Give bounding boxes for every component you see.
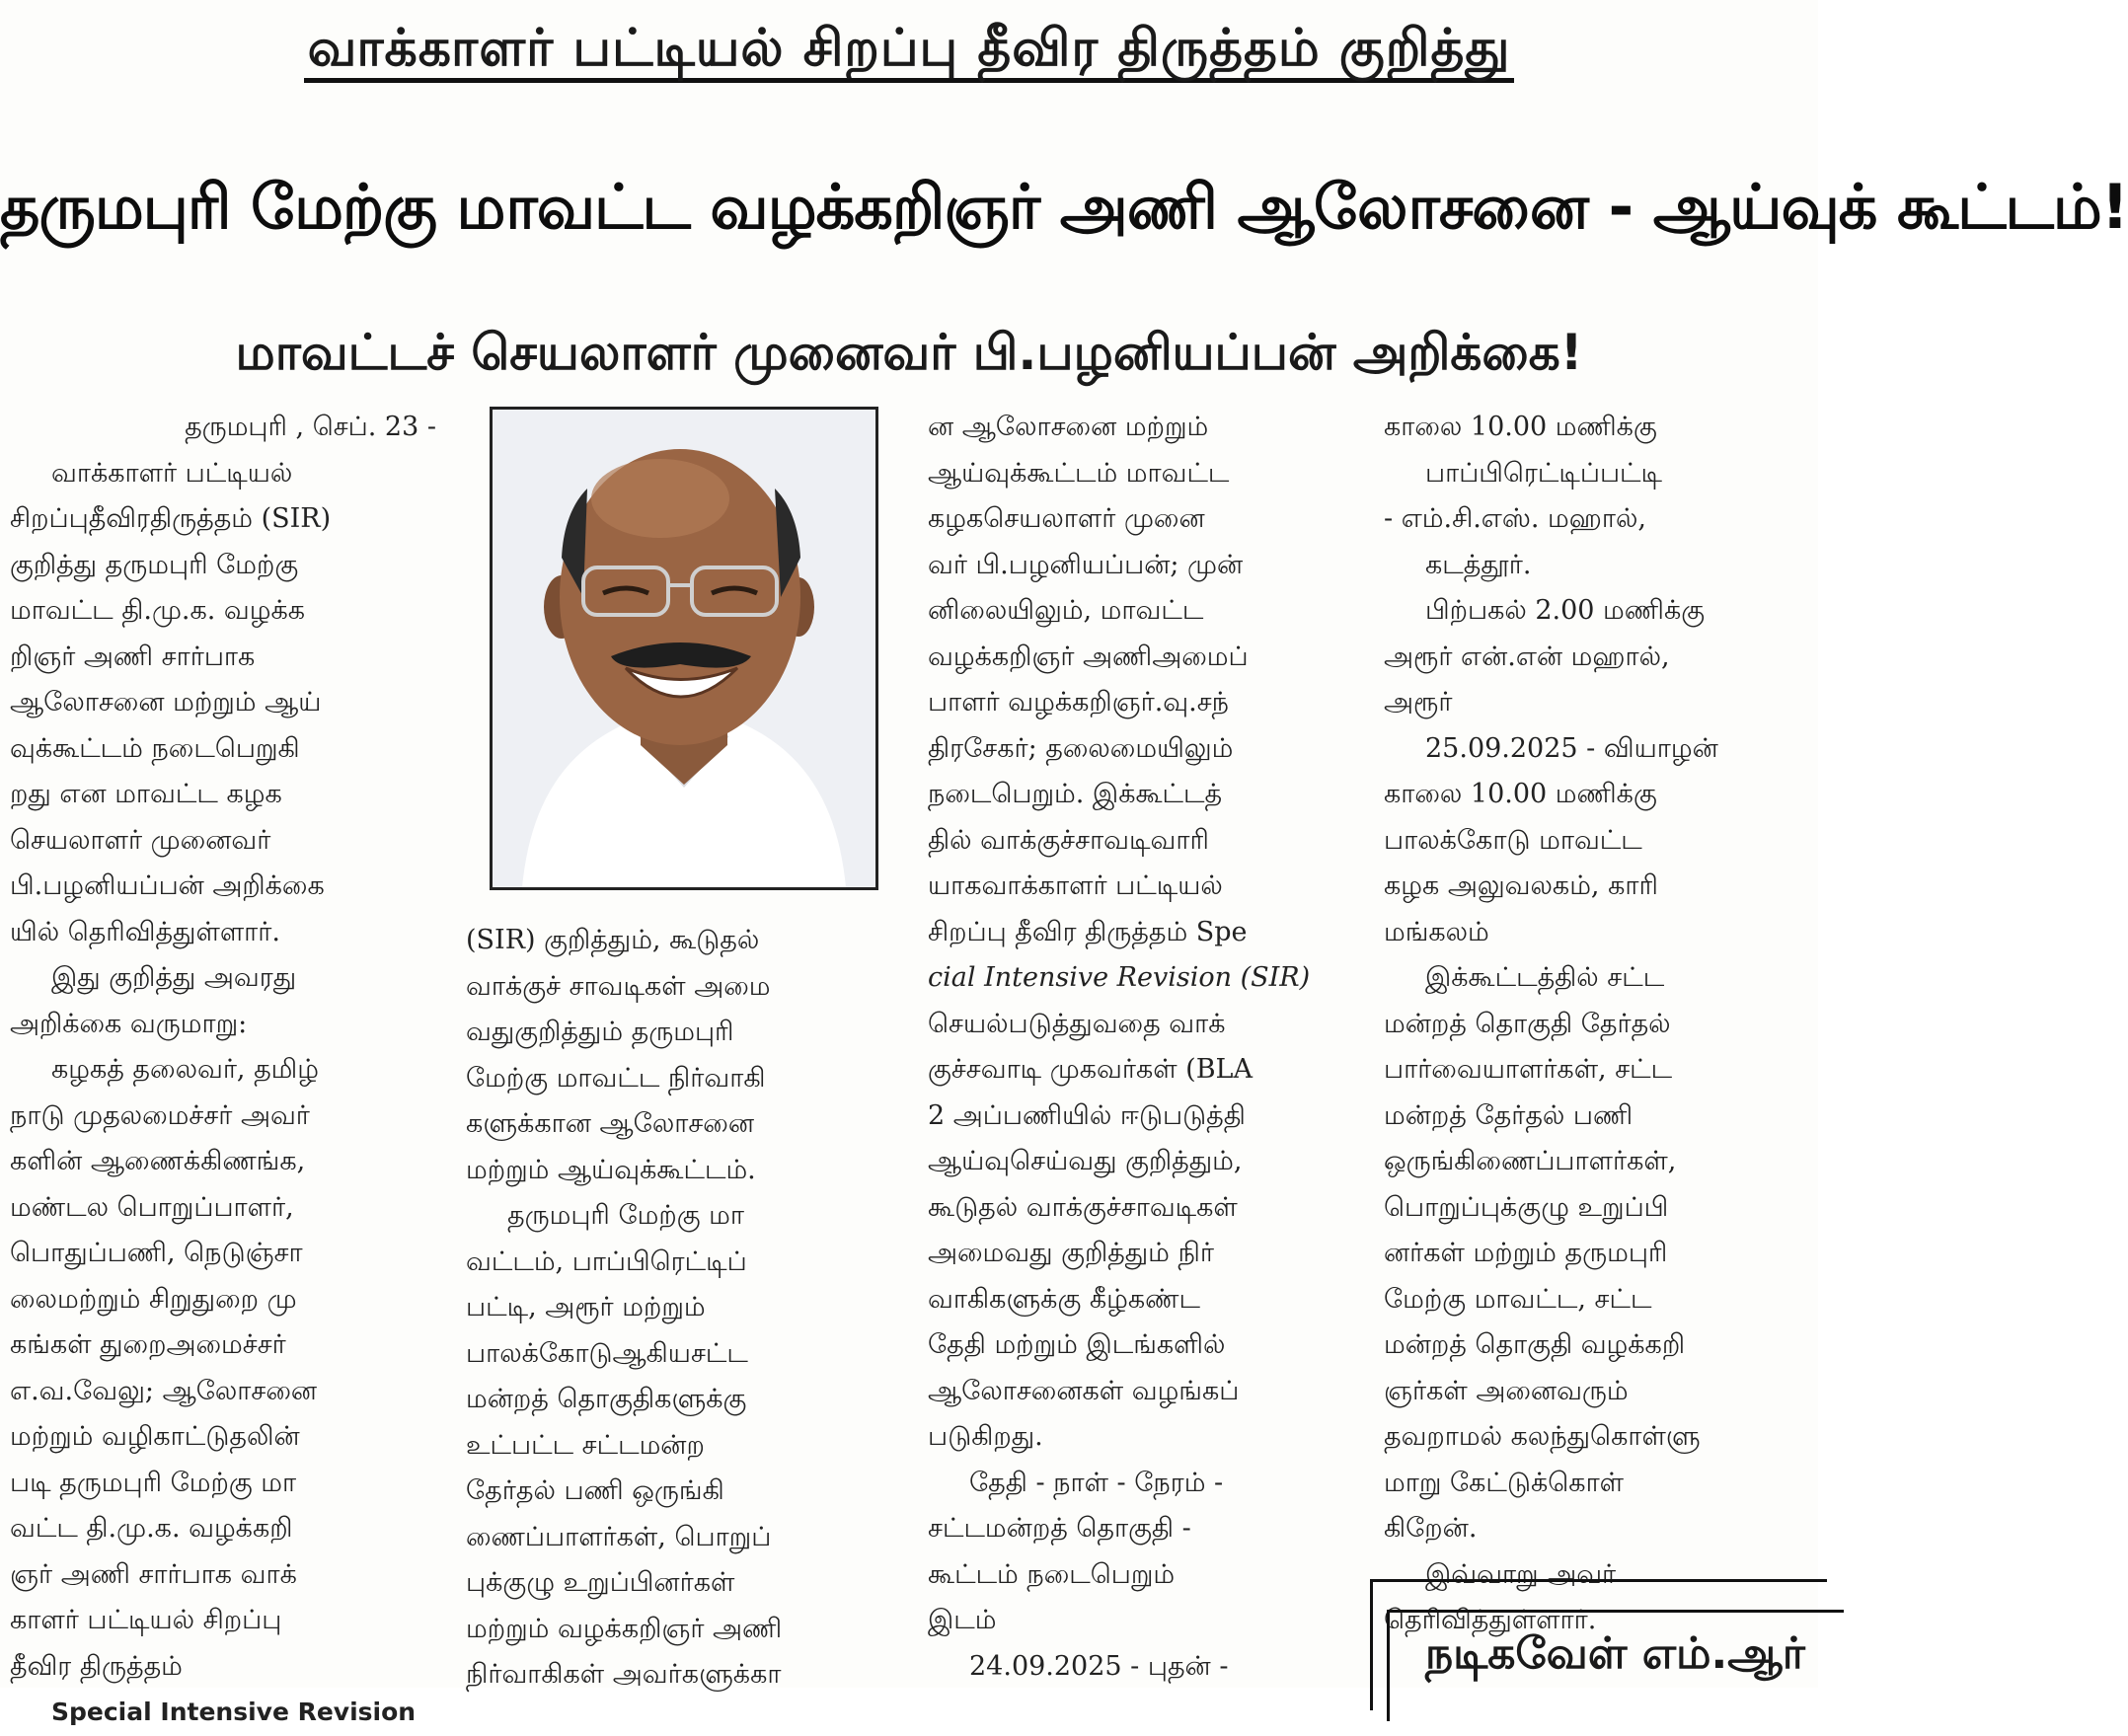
article-line: அரூர் என்.என் மஹால், bbox=[1384, 641, 1670, 672]
article-line: பாலக்கோடு மாவட்ட bbox=[1384, 824, 1642, 856]
article-line: 24.09.2025 - புதன் - bbox=[969, 1650, 1229, 1682]
article-line: வட்ட தி.மு.க. வழக்கறி bbox=[10, 1513, 293, 1544]
article-line: மேற்கு மாவட்ட நிர்வாகி bbox=[466, 1062, 766, 1094]
article-line: கூட்டம் நடைபெறும் bbox=[928, 1558, 1176, 1590]
article-line: வாக்காளர் பட்டியல் bbox=[51, 457, 293, 489]
article-line: (SIR) குறித்தும், கூடுதல் bbox=[466, 925, 760, 955]
article-line: உட்பட்ட சட்டமன்ற bbox=[466, 1429, 705, 1461]
article-line: வாகிகளுக்கு கீழ்கண்ட bbox=[928, 1283, 1200, 1315]
article-line: னிலையிலும், மாவட்ட bbox=[928, 595, 1204, 626]
article-line: ஆய்வுக்கூட்டம் மாவட்ட bbox=[928, 457, 1230, 489]
article-line: படி தருமபுரி மேற்கு மா bbox=[10, 1467, 297, 1498]
article-line: அமைவது குறித்தும் நிர் bbox=[928, 1238, 1214, 1268]
article-line: பட்டி, அரூர் மற்றும் bbox=[466, 1292, 706, 1322]
article-line: நாடு முதலமைச்சர் அவர் bbox=[10, 1099, 310, 1131]
article-line: ஆலோசனை மற்றும் ஆய் bbox=[10, 687, 322, 717]
article-column-1 bbox=[10, 405, 436, 1736]
article-line: றிஞர் அணி சார்பாக bbox=[10, 641, 256, 672]
article-line: களுக்கான ஆலோசனை bbox=[466, 1108, 755, 1139]
article-line: தில் வாக்குச்சாவடிவாரி bbox=[928, 824, 1209, 856]
article-line: மேற்கு மாவட்ட, சட்ட bbox=[1384, 1283, 1652, 1315]
article-line: கங்கள் துறைஅமைச்சர் bbox=[10, 1329, 286, 1360]
article-line: செயல்படுத்துவதை வாக் bbox=[928, 1008, 1226, 1039]
kicker-text: வாக்காளர் பட்டியல் சிறப்பு தீவிர திருத்தம் குறித்து bbox=[304, 19, 1515, 83]
article-line: பொதுப்பணி, நெடுஞ்சா bbox=[10, 1238, 303, 1268]
article-line: ஆலோசனைகள் வழங்கப் bbox=[928, 1375, 1240, 1406]
article-line: மங்கலம் bbox=[1384, 916, 1489, 947]
article-line: கிறேன். bbox=[1384, 1513, 1478, 1544]
article-line: லைமற்றும் சிறுதுறை மு bbox=[10, 1283, 297, 1315]
article-line: பார்வையாளர்கள், சட்ட bbox=[1384, 1054, 1673, 1085]
article-line: வாக்குச் சாவடிகள் அமை bbox=[466, 970, 771, 1002]
article-line: றது என மாவட்ட கழக bbox=[10, 779, 282, 809]
article-line: இடம் bbox=[928, 1605, 997, 1635]
article-line: வதுகுறித்தும் தருமபுரி bbox=[466, 1017, 734, 1047]
article-line: புக்குழு உறுப்பினர்கள் bbox=[466, 1567, 735, 1598]
article-line: வர் பி.பழனியப்பன்; முன் bbox=[928, 549, 1244, 580]
article-line: பி.பழனியப்பன் அறிக்கை bbox=[10, 870, 325, 901]
article-line: யாகவாக்காளர் பட்டியல் bbox=[928, 870, 1223, 901]
article-line: கழகத் தலைவர், தமிழ் bbox=[51, 1054, 319, 1085]
article-line: ஞர் அணி சார்பாக வாக் bbox=[10, 1558, 297, 1590]
article-line: கூடுதல் வாக்குச்சாவடிகள் bbox=[928, 1191, 1238, 1223]
article-line: பாலக்கோடுஆகியசட்ட bbox=[466, 1337, 748, 1369]
article-line: ஒருங்கிணைப்பாளர்கள், bbox=[1384, 1146, 1677, 1176]
article-line: 2 அப்பணியில் ஈடுபடுத்தி bbox=[928, 1099, 1246, 1131]
article-line: தீவிர திருத்தம் bbox=[10, 1650, 183, 1682]
article-line: வட்டம், பாப்பிரெட்டிப் bbox=[466, 1245, 747, 1277]
article-line: பாப்பிரெட்டிப்பட்டி bbox=[1425, 457, 1663, 489]
article-line: இவ்வாறு அவர் bbox=[1425, 1558, 1617, 1590]
article-line: மற்றும் ஆய்வுக்கூட்டம். bbox=[466, 1154, 756, 1185]
article-column-2 bbox=[466, 918, 900, 1698]
article-line: அரூர் bbox=[1384, 687, 1453, 717]
article-line: சிறப்புதீவிரதிருத்தம் (SIR) bbox=[10, 503, 332, 534]
article-line: காளர் பட்டியல் சிறப்பு bbox=[10, 1605, 282, 1635]
article-line: இது குறித்து அவரது bbox=[51, 962, 297, 993]
article-line: மன்றத் தொகுதிகளுக்கு bbox=[466, 1384, 747, 1414]
article-line: னர்கள் மற்றும் தருமபுரி bbox=[1384, 1238, 1668, 1268]
article-line: படுகிறது. bbox=[928, 1421, 1043, 1452]
article-line: கடத்தூர். bbox=[1425, 549, 1532, 580]
next-article-box bbox=[1370, 1579, 1827, 1710]
article-line: மாவட்ட தி.மு.க. வழக்க bbox=[10, 595, 306, 626]
article-line: கழகசெயலாளர் முனை bbox=[928, 503, 1205, 534]
article-line: அறிக்கை வருமாறு: bbox=[10, 1008, 248, 1039]
article-line: நிர்வாகிகள் அவர்களுக்கா bbox=[466, 1659, 782, 1690]
article-line: 25.09.2025 - வியாழன் bbox=[1425, 732, 1718, 764]
article-line: ன ஆலோசனை மற்றும் bbox=[928, 412, 1209, 442]
article-line: மற்றும் வழிகாட்டுதலின் bbox=[10, 1421, 300, 1452]
article-line: பொறுப்புக்குழு உறுப்பி bbox=[1384, 1191, 1669, 1223]
article-line: காலை 10.00 மணிக்கு bbox=[1384, 412, 1657, 442]
article-line: எ.வ.வேலு; ஆலோசனை bbox=[10, 1375, 318, 1406]
article-line: குறித்து தருமபுரி மேற்கு bbox=[10, 549, 299, 580]
article-column-3 bbox=[928, 405, 1354, 1690]
article-column-4 bbox=[1384, 405, 1810, 1644]
kicker-headline bbox=[0, 8, 1818, 89]
article-line: தேர்தல் பணி ஒருங்கி bbox=[466, 1475, 724, 1506]
article-line: இக்கூட்டத்தில் சட்ட bbox=[1425, 962, 1665, 993]
article-line: மன்றத் தொகுதி வழக்கறி bbox=[1384, 1329, 1686, 1360]
next-article-inner-frame bbox=[1387, 1610, 1844, 1721]
article-line: சிறப்பு தீவிர திருத்தம் Spe bbox=[928, 916, 1248, 947]
article-line: வழக்கறிஞர் அணிஅமைப் bbox=[928, 641, 1249, 672]
article-line: நடைபெறும். இக்கூட்டத் bbox=[928, 779, 1223, 809]
article-line: தெரிவித்துள்ளார். bbox=[1384, 1605, 1597, 1635]
article-line: களின் ஆணைக்கிணங்க, bbox=[10, 1146, 306, 1176]
article-line: தேதி - நாள் - நேரம் - bbox=[969, 1467, 1224, 1498]
article-line: ஆய்வுசெய்வது குறித்தும், bbox=[928, 1146, 1243, 1176]
article-line: தவறாமல் கலந்துகொள்ளு bbox=[1384, 1421, 1701, 1452]
article-line: திரசேகர்; தலைமையிலும் bbox=[928, 732, 1234, 764]
article-line: - எம்.சி.எஸ். மஹால், bbox=[1384, 503, 1646, 534]
article-line: ஞர்கள் அனைவரும் bbox=[1384, 1375, 1629, 1406]
article-line: செயலாளர் முனைவர் bbox=[10, 824, 271, 856]
portrait-photo bbox=[490, 407, 878, 890]
article-line: பாளர் வழக்கறிஞர்.வு.சந் bbox=[928, 687, 1229, 717]
article-line: குச்சவாடி முகவர்கள் (BLA bbox=[928, 1054, 1253, 1085]
article-line: காலை 10.00 மணிக்கு bbox=[1384, 779, 1657, 809]
article-line: மற்றும் வழக்கறிஞர் அணி bbox=[466, 1613, 783, 1644]
article-line: பிற்பகல் 2.00 மணிக்கு bbox=[1425, 595, 1706, 626]
article-line: cial Intensive Revision (SIR) bbox=[928, 962, 1311, 993]
dateline: தருமபுரி , செப். 23 - bbox=[185, 412, 436, 442]
main-headline: தருமபுரி மேற்கு மாவட்ட வழக்கறிஞர் அணி ஆலோசனை - ஆய்வுக் கூட்டம்! bbox=[0, 171, 2128, 243]
article-line: ணைப்பாளர்கள், பொறுப் bbox=[466, 1521, 772, 1552]
sub-headline: மாவட்டச் செயலாளர் முனைவர் பி.பழனியப்பன் அறிக்கை! bbox=[235, 324, 1583, 381]
article-line: Special Intensive Revision bbox=[51, 1698, 417, 1726]
article-line: தேதி மற்றும் இடங்களில் bbox=[928, 1329, 1226, 1360]
article-line: யில் தெரிவித்துள்ளார். bbox=[10, 916, 280, 947]
article-line: கழக அலுவலகம், காரி bbox=[1384, 870, 1658, 901]
article-line: மன்றத் தொகுதி தேர்தல் bbox=[1384, 1008, 1671, 1039]
article-line: மண்டல பொறுப்பாளர், bbox=[10, 1191, 294, 1223]
article-line: மாறு கேட்டுக்கொள் bbox=[1384, 1467, 1625, 1498]
article-line: வுக்கூட்டம் நடைபெறுகி bbox=[10, 732, 300, 764]
next-article-title: நடிகவேள் எம்.ஆர் bbox=[1425, 1628, 1805, 1679]
article-line: மன்றத் தேர்தல் பணி bbox=[1384, 1099, 1634, 1131]
article-line: தருமபுரி மேற்கு மா bbox=[507, 1200, 744, 1231]
article-line: சட்டமன்றத் தொகுதி - bbox=[928, 1513, 1191, 1544]
